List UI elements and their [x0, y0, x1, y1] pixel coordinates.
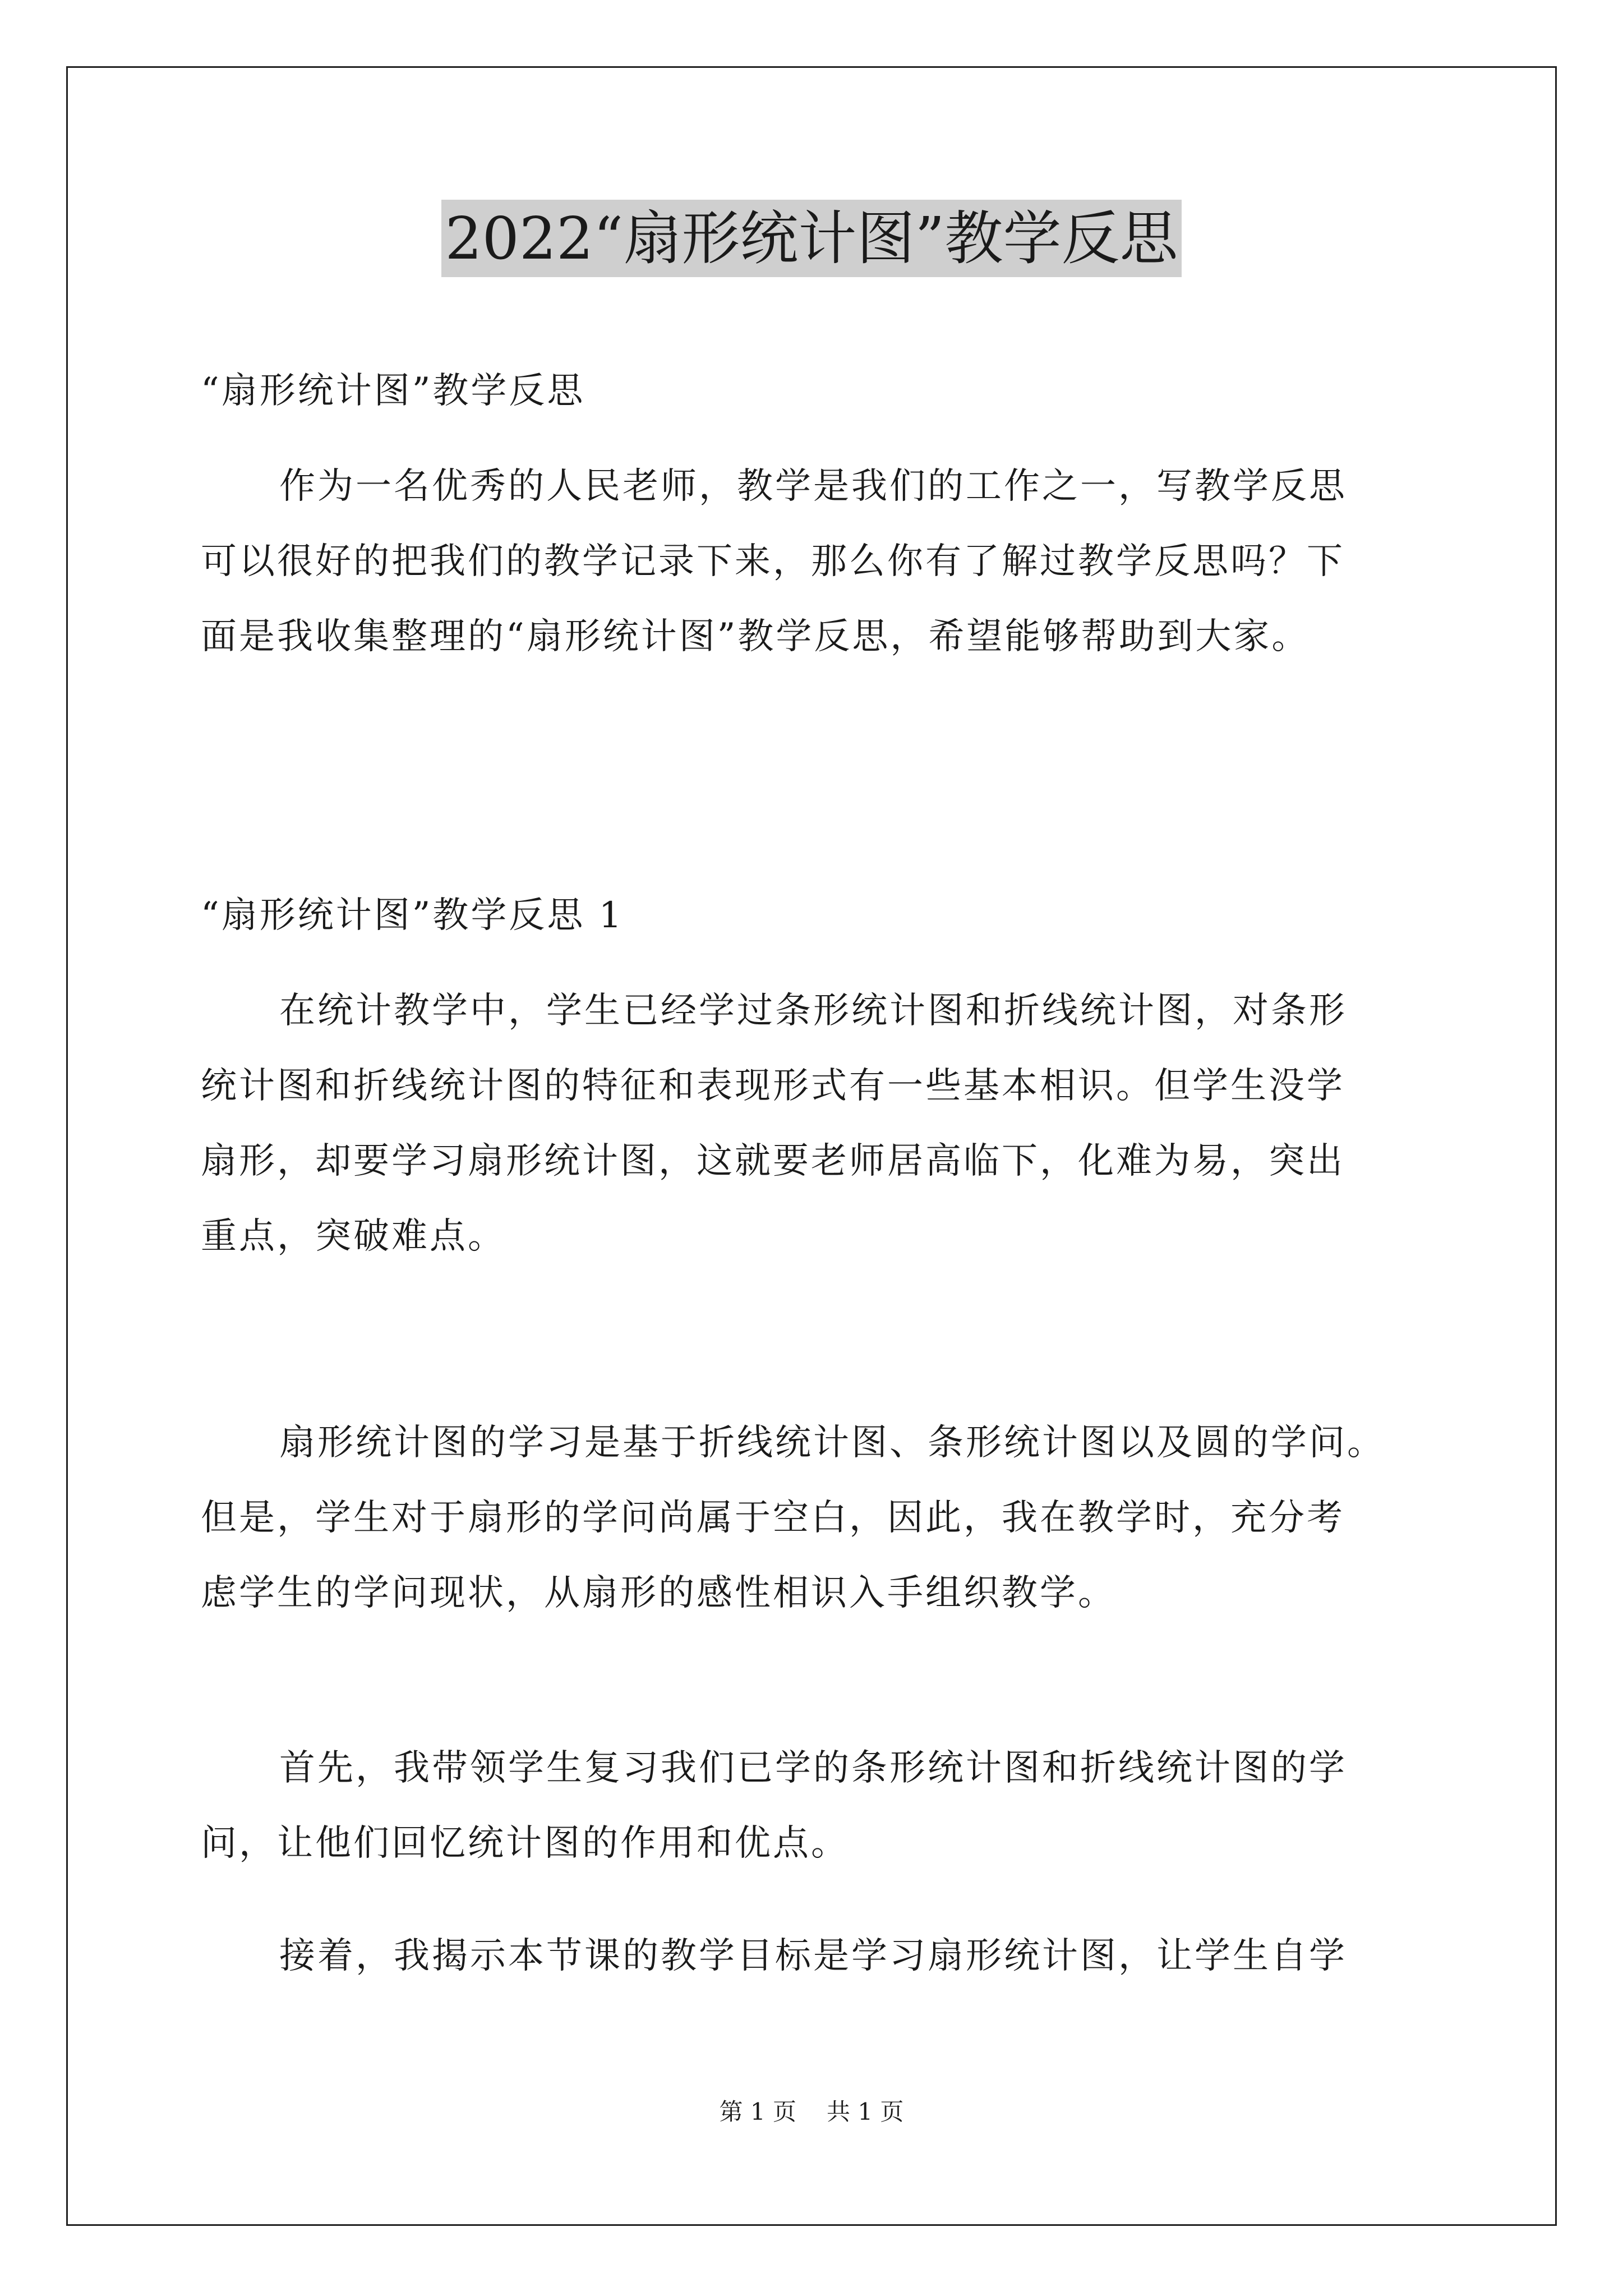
paragraph-line: 问，让他们回忆统计图的作用和优点。: [201, 1823, 849, 1864]
intro-line: 面是我收集整理的“扇形统计图”教学反思，希望能够帮助到大家。: [201, 616, 1310, 657]
intro-line: 作为一名优秀的人民老师，教学是我们的工作之一，写教学反思: [279, 466, 1347, 507]
subtitle-block: [201, 353, 1435, 429]
current-page-label: 第 1 页: [719, 2098, 796, 2125]
paragraph-line: 扇形统计图的学习是基于折线统计图、条形统计图以及圆的学问。: [279, 1422, 1385, 1464]
paragraph-2: [201, 1405, 1435, 1631]
paragraph-line: 接着，我揭示本节课的教学目标是学习扇形统计图，让学生自学: [279, 1935, 1347, 1977]
paragraph-line: 统计图和折线统计图的特征和表现形式有一些基本相识。但学生没学: [201, 1065, 1345, 1107]
paragraph-3: [201, 1731, 1435, 1881]
document-subtitle: “扇形统计图”教学反思: [201, 370, 585, 412]
paragraph-line: 首先，我带领学生复习我们已学的条形统计图和折线统计图的学: [279, 1747, 1347, 1789]
paragraph-1: [201, 973, 1435, 1274]
intro-line: 可以很好的把我们的教学记录下来，那么你有了解过教学反思吗？下: [201, 541, 1345, 582]
paragraph-4: [201, 1918, 1435, 1994]
section-heading: “扇形统计图”教学反思 1: [201, 895, 624, 936]
paragraph-line: 但是，学生对于扇形的学问尚属于空白，因此，我在教学时，充分考: [201, 1497, 1345, 1539]
paragraph-line: 重点，突破难点。: [201, 1216, 506, 1257]
document-title: [0, 199, 1623, 278]
paragraph-line: 扇形，却要学习扇形统计图，这就要老师居高临下，化难为易，突出: [201, 1140, 1345, 1182]
total-pages-label: 共 1 页: [827, 2098, 904, 2125]
section-heading-block: [201, 878, 1435, 953]
paragraph-line: 在统计教学中，学生已经学过条形统计图和折线统计图，对条形: [279, 990, 1347, 1032]
paragraph-line: 虑学生的学问现状，从扇形的感性相识入手组织教学。: [201, 1572, 1116, 1614]
document-title-text: 2022“扇形统计图”教学反思: [441, 200, 1181, 277]
intro-paragraph: [201, 449, 1435, 674]
page-footer: [0, 2095, 1623, 2129]
